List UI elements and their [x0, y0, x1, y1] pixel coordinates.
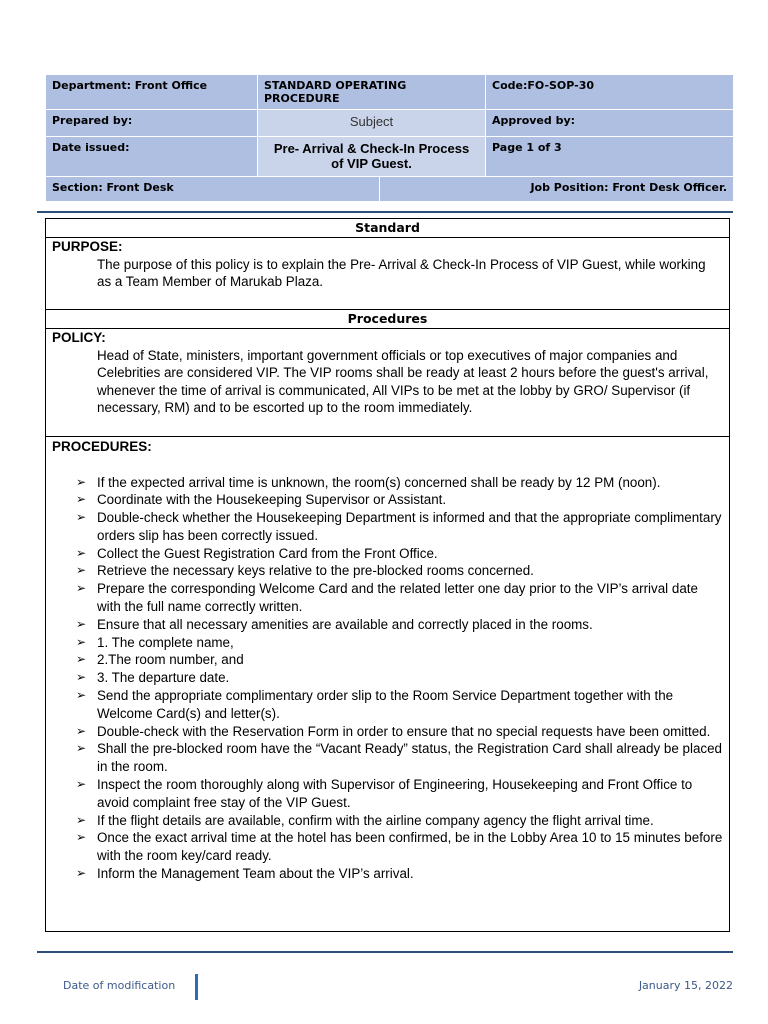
- arrow-bullet-icon: ➢: [76, 510, 87, 525]
- arrow-bullet-icon: ➢: [76, 581, 87, 596]
- procedure-text: Prepare the corresponding Welcome Card and the related letter one day prior to the VIP’s arrival date with the full name correctly written.: [97, 581, 698, 615]
- procedure-text: Shall the pre-blocked room have the “Vacant Ready” status, the Registration Card shall already be placed in the room.: [97, 741, 722, 775]
- arrow-bullet-icon: ➢: [76, 830, 87, 845]
- procedure-item: [68, 616, 723, 634]
- procedure-text: Double-check whether the Housekeeping Department is informed and that the appropriate complimentary orders slip has been correctly issued.: [97, 510, 722, 543]
- arrow-bullet-icon: ➢: [76, 652, 87, 667]
- procedure-item: [68, 509, 723, 545]
- procedure-text: Ensure that all necessary amenities are available and correctly placed in the rooms.: [97, 616, 593, 632]
- procedure-item: [68, 740, 723, 776]
- procedure-text: If the expected arrival time is unknown, the room(s) concerned shall be ready by 12 PM (noon).: [97, 474, 661, 490]
- subject-label-cell: [258, 110, 486, 137]
- policy-block: [46, 329, 729, 437]
- arrow-bullet-icon: ➢: [76, 616, 87, 631]
- bottom-rule: [37, 951, 733, 953]
- procedure-item: [68, 545, 723, 563]
- approved-by-cell: Approved by:: [486, 110, 734, 137]
- arrow-bullet-icon: ➢: [76, 812, 87, 827]
- procedures-heading: Procedures: [46, 310, 729, 329]
- procedure-item: [68, 651, 723, 669]
- procedure-text: Double-check with the Reservation Form in order to ensure that no special requests have been omitted.: [97, 723, 711, 739]
- procedure-item: [68, 776, 723, 812]
- procedure-item: [68, 865, 723, 883]
- procedure-item: [68, 562, 723, 580]
- procedure-item: [68, 634, 723, 652]
- procedure-text: Retrieve the necessary keys relative to the pre-blocked rooms concerned.: [97, 563, 534, 579]
- procedure-text: If the flight details are available, confirm with the airline company agency the flight arrival time.: [97, 812, 654, 828]
- procedure-text: Inform the Management Team about the VIP’s arrival.: [97, 866, 414, 882]
- page-cell: Page 1 of 3: [486, 137, 734, 177]
- standard-heading: Standard: [46, 219, 729, 238]
- purpose-block: [46, 238, 729, 310]
- sop-title-cell: STANDARD OPERATING PROCEDURE: [258, 75, 486, 110]
- footer-label: Date of modification: [63, 979, 176, 992]
- department-cell: Department: Front Office: [46, 75, 258, 110]
- purpose-title: PURPOSE:: [52, 239, 123, 254]
- procedure-text: Coordinate with the Housekeeping Supervisor or Assistant.: [97, 492, 447, 508]
- arrow-bullet-icon: ➢: [76, 688, 87, 703]
- arrow-bullet-icon: ➢: [76, 634, 87, 649]
- procedure-text: Once the exact arrival time at the hotel has been confirmed, be in the Lobby Area 10 to 15 minutes before with the room key/card ready.: [97, 830, 723, 864]
- subject-text: Pre- Arrival & Check-In Process of VIP Guest.: [273, 141, 470, 171]
- procedure-text: 2.The room number, and: [97, 652, 244, 668]
- arrow-bullet-icon: ➢: [76, 866, 87, 881]
- procedure-item: [68, 491, 723, 509]
- procedure-item: [68, 723, 723, 741]
- policy-title: POLICY:: [52, 330, 106, 345]
- prepared-by-cell: Prepared by:: [46, 110, 258, 137]
- procedure-item: [68, 687, 723, 723]
- footer-date: January 15, 2022: [638, 979, 733, 992]
- section-cell: Section: Front Desk: [46, 177, 380, 202]
- policy-text: Head of State, ministers, important government officials or top executives of major companies and Celebrities are considered VIP. The VIP rooms shall be ready at least 2 hours before the guest's arrival, whenever the time of arrival is communicated, All VIPs to be met at the lobby by GRO/ Supervisor (if necessary, RM) and to be escorted up to the room immediately.: [97, 347, 709, 415]
- procedure-text: Inspect the room thoroughly along with Supervisor of Engineering, Housekeeping and Front Office to avoid complaint free stay of the VIP Guest.: [97, 777, 693, 810]
- procedure-text: Collect the Guest Registration Card from the Front Office.: [97, 545, 438, 561]
- arrow-bullet-icon: ➢: [76, 492, 87, 507]
- arrow-bullet-icon: ➢: [76, 474, 87, 489]
- procedure-item: [68, 829, 723, 865]
- date-issued-cell: Date issued:: [46, 137, 258, 177]
- procedure-text: Send the appropriate complimentary order slip to the Room Service Department together with the Welcome Card(s) and letter(s).: [97, 688, 674, 721]
- procedure-text: 3. The departure date.: [97, 670, 230, 686]
- procedures-block: [46, 438, 729, 456]
- arrow-bullet-icon: ➢: [76, 777, 87, 792]
- arrow-bullet-icon: ➢: [76, 723, 87, 738]
- arrow-bullet-icon: ➢: [76, 670, 87, 685]
- procedure-item: [68, 812, 723, 830]
- sop-content-box: [45, 218, 730, 932]
- arrow-bullet-icon: ➢: [76, 545, 87, 560]
- arrow-bullet-icon: ➢: [76, 563, 87, 578]
- procedures-title: PROCEDURES:: [52, 439, 152, 454]
- code-cell: Code:FO-SOP-30: [486, 75, 734, 110]
- procedure-item: [68, 474, 723, 492]
- procedure-item: [68, 669, 723, 687]
- subject-cell: [258, 137, 486, 177]
- footer-divider: [195, 974, 198, 1000]
- job-position-cell: Job Position: Front Desk Officer.: [380, 177, 734, 202]
- subject-label: Subject: [349, 114, 394, 129]
- procedure-item: [68, 580, 723, 616]
- top-rule: [37, 211, 733, 213]
- procedures-list: [46, 474, 729, 883]
- procedure-text: 1. The complete name,: [97, 634, 234, 650]
- sop-header-table: [45, 74, 734, 202]
- arrow-bullet-icon: ➢: [76, 741, 87, 756]
- purpose-text: The purpose of this policy is to explain the Pre- Arrival & Check-In Process of VIP Guest, while working as a Team Member of Marukab Plaza.: [97, 256, 706, 289]
